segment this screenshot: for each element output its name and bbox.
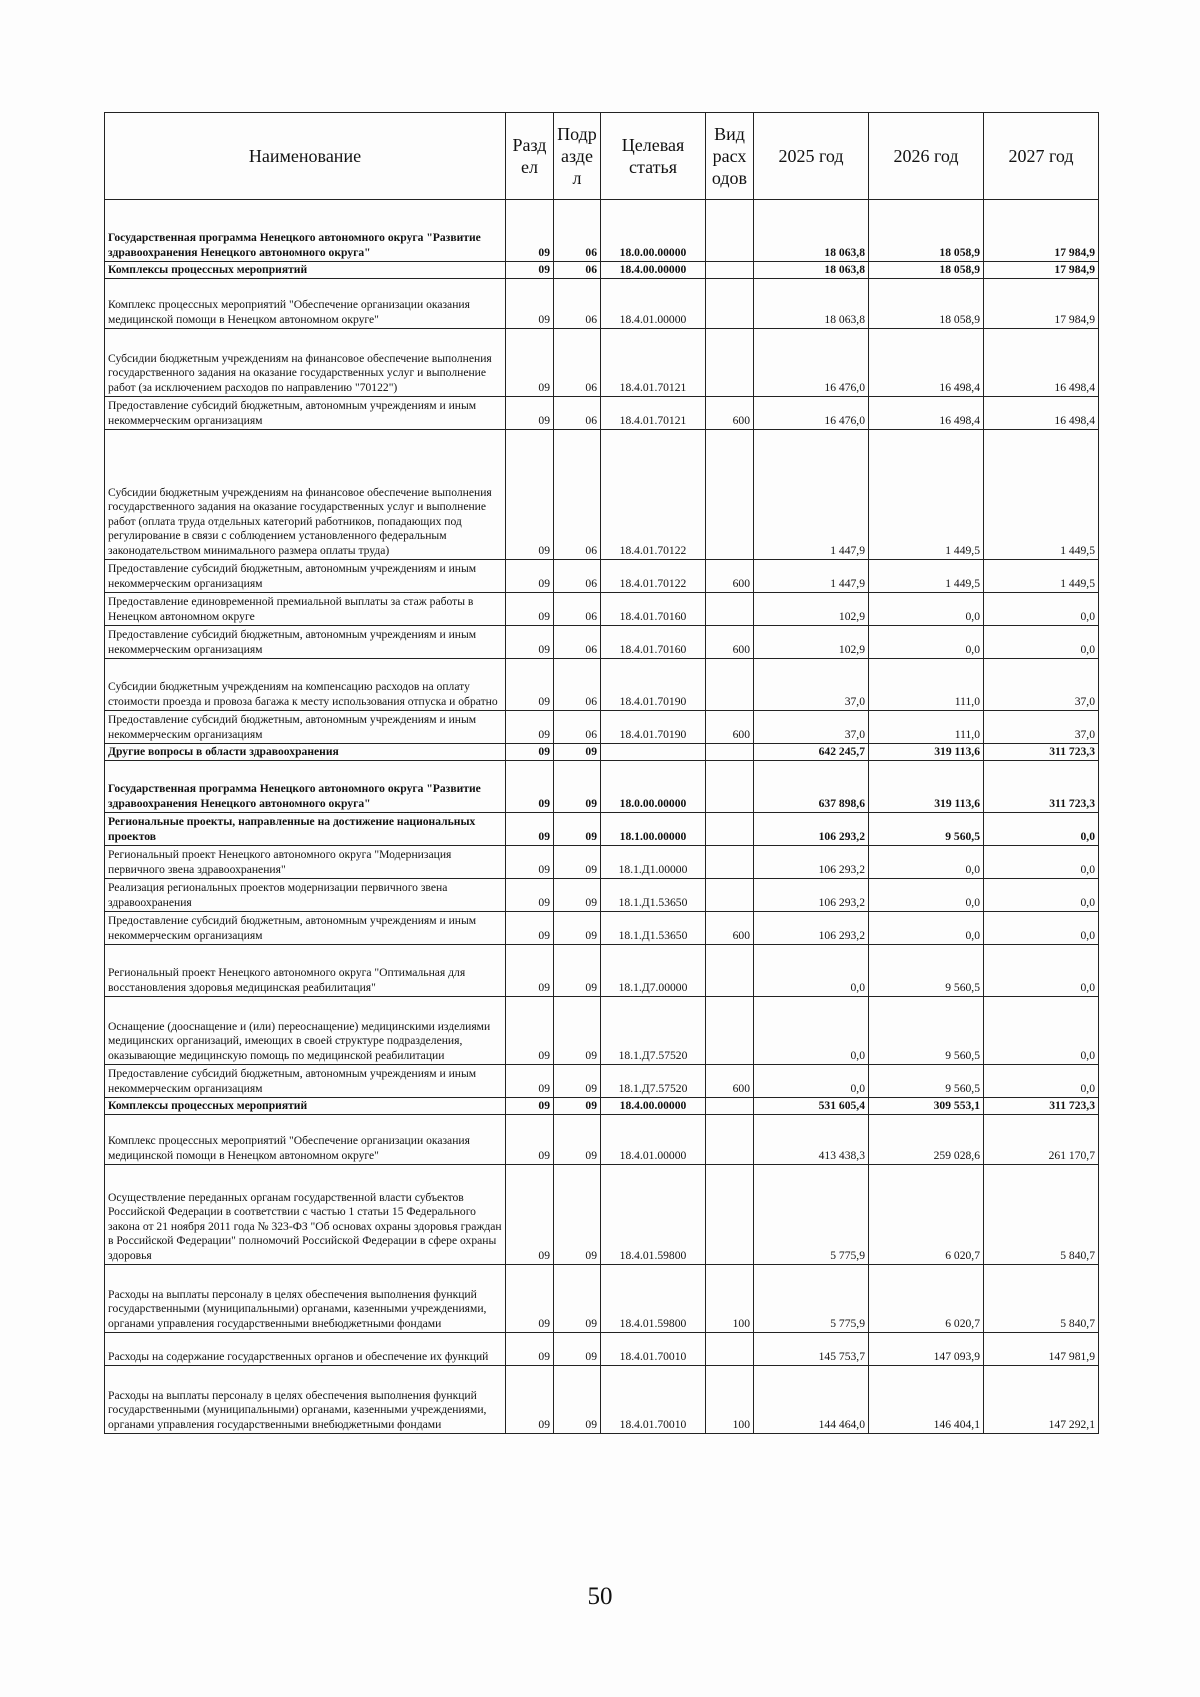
cell-2027: 311 723,3 <box>984 761 1099 813</box>
cell-subsection: 09 <box>554 1366 601 1434</box>
cell-section: 09 <box>506 659 554 711</box>
cell-section: 09 <box>506 813 554 846</box>
cell-section: 09 <box>506 593 554 626</box>
cell-name: Предоставление единовременной премиальной выплаты за стаж работы в Ненецком автономном округе <box>105 593 506 626</box>
cell-2026: 111,0 <box>869 659 984 711</box>
cell-target: 18.4.01.70010 <box>601 1366 706 1434</box>
cell-2027: 311 723,3 <box>984 744 1099 761</box>
cell-subsection: 09 <box>554 1333 601 1366</box>
cell-2027: 261 170,7 <box>984 1115 1099 1165</box>
cell-type <box>706 1098 754 1115</box>
cell-name: Государственная программа Ненецкого автономного округа "Развитие здравоохранения Ненецкого автономного округа" <box>105 200 506 262</box>
cell-name: Комплекс процессных мероприятий "Обеспечение организации оказания медицинской помощи в Ненецком автономном округе" <box>105 279 506 329</box>
cell-2025: 0,0 <box>754 1065 869 1098</box>
cell-subsection: 06 <box>554 329 601 397</box>
cell-name: Комплекс процессных мероприятий "Обеспечение организации оказания медицинской помощи в Ненецком автономном округе" <box>105 1115 506 1165</box>
cell-2027: 0,0 <box>984 945 1099 997</box>
cell-target: 18.1.00.00000 <box>601 813 706 846</box>
table-row <box>105 879 1099 912</box>
cell-2026: 0,0 <box>869 846 984 879</box>
cell-2026: 309 553,1 <box>869 1098 984 1115</box>
cell-2025: 106 293,2 <box>754 846 869 879</box>
cell-2027: 0,0 <box>984 1065 1099 1098</box>
cell-type <box>706 1165 754 1265</box>
cell-name: Расходы на выплаты персоналу в целях обеспечения выполнения функций государственными (муниципальными) органами, казенными учреждениями, органами управления государственными внебюджетными фондами <box>105 1265 506 1333</box>
cell-type <box>706 593 754 626</box>
header-2025: 2025 год <box>754 113 869 200</box>
cell-2026: 319 113,6 <box>869 761 984 813</box>
cell-type: 600 <box>706 560 754 593</box>
cell-section: 09 <box>506 879 554 912</box>
cell-name: Предоставление субсидий бюджетным, автономным учреждениям и иным некоммерческим организациям <box>105 711 506 744</box>
cell-2026: 0,0 <box>869 593 984 626</box>
cell-2026: 9 560,5 <box>869 945 984 997</box>
cell-2025: 102,9 <box>754 626 869 659</box>
table-row <box>105 761 1099 813</box>
cell-name: Предоставление субсидий бюджетным, автономным учреждениям и иным некоммерческим организациям <box>105 1065 506 1098</box>
cell-2026: 18 058,9 <box>869 200 984 262</box>
cell-name: Другие вопросы в области здравоохранения <box>105 744 506 761</box>
cell-2025: 144 464,0 <box>754 1366 869 1434</box>
cell-2026: 319 113,6 <box>869 744 984 761</box>
cell-2025: 1 447,9 <box>754 430 869 560</box>
cell-type: 600 <box>706 397 754 430</box>
cell-2027: 1 449,5 <box>984 430 1099 560</box>
budget-table <box>104 112 1099 1434</box>
table-row <box>105 1165 1099 1265</box>
cell-target: 18.4.00.00000 <box>601 262 706 279</box>
cell-type <box>706 846 754 879</box>
cell-2025: 413 438,3 <box>754 1115 869 1165</box>
cell-target: 18.1.Д7.00000 <box>601 945 706 997</box>
cell-section: 09 <box>506 279 554 329</box>
cell-2025: 16 476,0 <box>754 329 869 397</box>
cell-2026: 9 560,5 <box>869 1065 984 1098</box>
cell-2025: 637 898,6 <box>754 761 869 813</box>
cell-2027: 0,0 <box>984 846 1099 879</box>
cell-type: 600 <box>706 711 754 744</box>
header-section: Разд ел <box>506 113 554 200</box>
cell-2026: 16 498,4 <box>869 397 984 430</box>
cell-name: Реализация региональных проектов модернизации первичного звена здравоохранения <box>105 879 506 912</box>
cell-2025: 0,0 <box>754 997 869 1065</box>
cell-2025: 5 775,9 <box>754 1265 869 1333</box>
cell-type: 600 <box>706 912 754 945</box>
table-row <box>105 846 1099 879</box>
cell-type: 600 <box>706 1065 754 1098</box>
cell-2026: 0,0 <box>869 879 984 912</box>
table-body <box>105 200 1099 1434</box>
cell-2027: 37,0 <box>984 659 1099 711</box>
cell-name: Предоставление субсидий бюджетным, автономным учреждениям и иным некоммерческим организациям <box>105 912 506 945</box>
cell-type <box>706 761 754 813</box>
cell-subsection: 09 <box>554 813 601 846</box>
cell-type <box>706 659 754 711</box>
cell-target: 18.1.Д1.53650 <box>601 912 706 945</box>
cell-type: 600 <box>706 626 754 659</box>
cell-subsection: 06 <box>554 593 601 626</box>
cell-type <box>706 997 754 1065</box>
cell-name: Региональный проект Ненецкого автономного округа "Модернизация первичного звена здравоохранения" <box>105 846 506 879</box>
cell-2027: 17 984,9 <box>984 279 1099 329</box>
cell-target: 18.1.Д1.53650 <box>601 879 706 912</box>
table-row <box>105 1366 1099 1434</box>
cell-type <box>706 1333 754 1366</box>
cell-2025: 18 063,8 <box>754 200 869 262</box>
table-row <box>105 1265 1099 1333</box>
cell-section: 09 <box>506 997 554 1065</box>
cell-2025: 18 063,8 <box>754 279 869 329</box>
cell-2025: 102,9 <box>754 593 869 626</box>
cell-subsection: 06 <box>554 430 601 560</box>
cell-subsection: 06 <box>554 626 601 659</box>
cell-target: 18.4.01.70190 <box>601 711 706 744</box>
cell-2027: 17 984,9 <box>984 200 1099 262</box>
table-row <box>105 1098 1099 1115</box>
cell-2025: 0,0 <box>754 945 869 997</box>
table-row <box>105 430 1099 560</box>
cell-target: 18.0.00.00000 <box>601 761 706 813</box>
cell-name: Субсидии бюджетным учреждениям на финансовое обеспечение выполнения государственного задания на оказание государственных услуг и выполнение работ (за исключением расходов по направлению "70122") <box>105 329 506 397</box>
cell-2027: 0,0 <box>984 879 1099 912</box>
cell-2027: 311 723,3 <box>984 1098 1099 1115</box>
cell-type <box>706 200 754 262</box>
table-row <box>105 912 1099 945</box>
header-type: Вид расх одов <box>706 113 754 200</box>
table-row <box>105 397 1099 430</box>
cell-2026: 1 449,5 <box>869 560 984 593</box>
cell-section: 09 <box>506 1115 554 1165</box>
cell-type <box>706 430 754 560</box>
cell-2025: 106 293,2 <box>754 813 869 846</box>
cell-2026: 9 560,5 <box>869 813 984 846</box>
cell-2025: 106 293,2 <box>754 879 869 912</box>
table-header-row <box>105 113 1099 200</box>
cell-target: 18.4.01.70190 <box>601 659 706 711</box>
cell-2027: 147 981,9 <box>984 1333 1099 1366</box>
cell-target: 18.1.Д7.57520 <box>601 1065 706 1098</box>
table-row <box>105 626 1099 659</box>
cell-section: 09 <box>506 912 554 945</box>
cell-2026: 6 020,7 <box>869 1165 984 1265</box>
cell-section: 09 <box>506 1165 554 1265</box>
cell-2025: 37,0 <box>754 711 869 744</box>
cell-2026: 146 404,1 <box>869 1366 984 1434</box>
cell-section: 09 <box>506 1265 554 1333</box>
cell-section: 09 <box>506 711 554 744</box>
cell-name: Осуществление переданных органам государственной власти субъектов Российской Федерации в соответствии с частью 1 статьи 15 Федерального закона от 21 ноября 2011 года № 323-ФЗ "Об основах охраны здоровья граждан в Российской Федерации" полномочий Российской Федерации в сфере охраны здоровья <box>105 1165 506 1265</box>
cell-section: 09 <box>506 945 554 997</box>
cell-2027: 5 840,7 <box>984 1265 1099 1333</box>
cell-name: Предоставление субсидий бюджетным, автономным учреждениям и иным некоммерческим организациям <box>105 560 506 593</box>
cell-target: 18.4.01.70121 <box>601 397 706 430</box>
cell-section: 09 <box>506 262 554 279</box>
cell-subsection: 06 <box>554 711 601 744</box>
cell-2025: 5 775,9 <box>754 1165 869 1265</box>
table-row <box>105 813 1099 846</box>
page-number: 50 <box>587 1583 613 1610</box>
cell-2027: 0,0 <box>984 912 1099 945</box>
cell-2025: 37,0 <box>754 659 869 711</box>
cell-target: 18.4.01.00000 <box>601 1115 706 1165</box>
cell-type <box>706 879 754 912</box>
cell-2027: 147 292,1 <box>984 1366 1099 1434</box>
cell-2027: 0,0 <box>984 813 1099 846</box>
cell-type <box>706 279 754 329</box>
table-row <box>105 1065 1099 1098</box>
cell-2025: 18 063,8 <box>754 262 869 279</box>
cell-2027: 17 984,9 <box>984 262 1099 279</box>
cell-2026: 111,0 <box>869 711 984 744</box>
cell-subsection: 06 <box>554 200 601 262</box>
cell-target <box>601 744 706 761</box>
cell-2026: 18 058,9 <box>869 279 984 329</box>
cell-subsection: 06 <box>554 397 601 430</box>
header-target: Целевая статья <box>601 113 706 200</box>
cell-type <box>706 1115 754 1165</box>
cell-type: 100 <box>706 1265 754 1333</box>
cell-name: Предоставление субсидий бюджетным, автономным учреждениям и иным некоммерческим организациям <box>105 626 506 659</box>
cell-section: 09 <box>506 329 554 397</box>
cell-2026: 6 020,7 <box>869 1265 984 1333</box>
table-row <box>105 1115 1099 1165</box>
cell-2027: 1 449,5 <box>984 560 1099 593</box>
cell-2026: 1 449,5 <box>869 430 984 560</box>
cell-target: 18.1.Д1.00000 <box>601 846 706 879</box>
cell-2025: 145 753,7 <box>754 1333 869 1366</box>
table-row <box>105 997 1099 1065</box>
header-2026: 2026 год <box>869 113 984 200</box>
cell-2025: 642 245,7 <box>754 744 869 761</box>
cell-section: 09 <box>506 846 554 879</box>
cell-name: Расходы на выплаты персоналу в целях обеспечения выполнения функций государственными (муниципальными) органами, казенными учреждениями, органами управления государственными внебюджетными фондами <box>105 1366 506 1434</box>
cell-2027: 0,0 <box>984 626 1099 659</box>
cell-subsection: 09 <box>554 1165 601 1265</box>
cell-target: 18.4.01.70121 <box>601 329 706 397</box>
cell-2026: 0,0 <box>869 912 984 945</box>
cell-subsection: 06 <box>554 659 601 711</box>
table-row <box>105 659 1099 711</box>
header-2027: 2027 год <box>984 113 1099 200</box>
cell-2026: 16 498,4 <box>869 329 984 397</box>
cell-subsection: 09 <box>554 846 601 879</box>
cell-2026: 259 028,6 <box>869 1115 984 1165</box>
cell-section: 09 <box>506 1065 554 1098</box>
cell-section: 09 <box>506 560 554 593</box>
cell-2025: 16 476,0 <box>754 397 869 430</box>
cell-subsection: 09 <box>554 1098 601 1115</box>
cell-subsection: 09 <box>554 879 601 912</box>
cell-2027: 16 498,4 <box>984 329 1099 397</box>
cell-subsection: 09 <box>554 761 601 813</box>
table-row <box>105 262 1099 279</box>
table-row <box>105 711 1099 744</box>
table-row <box>105 200 1099 262</box>
cell-type: 100 <box>706 1366 754 1434</box>
cell-target: 18.4.01.70160 <box>601 626 706 659</box>
cell-2027: 5 840,7 <box>984 1165 1099 1265</box>
cell-subsection: 09 <box>554 1065 601 1098</box>
cell-2025: 531 605,4 <box>754 1098 869 1115</box>
table-row <box>105 560 1099 593</box>
cell-section: 09 <box>506 1333 554 1366</box>
cell-name: Региональный проект Ненецкого автономного округа "Оптимальная для восстановления здоровья медицинская реабилитация" <box>105 945 506 997</box>
cell-section: 09 <box>506 200 554 262</box>
cell-2025: 106 293,2 <box>754 912 869 945</box>
cell-subsection: 09 <box>554 997 601 1065</box>
cell-name: Расходы на содержание государственных органов и обеспечение их функций <box>105 1333 506 1366</box>
cell-2027: 16 498,4 <box>984 397 1099 430</box>
cell-name: Комплексы процессных мероприятий <box>105 262 506 279</box>
cell-subsection: 09 <box>554 1115 601 1165</box>
cell-name: Оснащение (дооснащение и (или) переоснащение) медицинскими изделиями медицинских организаций, имеющих в своей структуре подразделения, оказывающие медицинскую помощь по медицинской реабилитации <box>105 997 506 1065</box>
cell-2025: 1 447,9 <box>754 560 869 593</box>
header-subsection: Подр азде л <box>554 113 601 200</box>
cell-section: 09 <box>506 1098 554 1115</box>
header-name: Наименование <box>105 113 506 200</box>
cell-type <box>706 262 754 279</box>
table-row <box>105 744 1099 761</box>
cell-section: 09 <box>506 1366 554 1434</box>
cell-subsection: 09 <box>554 744 601 761</box>
cell-name: Региональные проекты, направленные на достижение национальных проектов <box>105 813 506 846</box>
cell-section: 09 <box>506 430 554 560</box>
cell-name: Государственная программа Ненецкого автономного округа "Развитие здравоохранения Ненецкого автономного округа" <box>105 761 506 813</box>
table-row <box>105 329 1099 397</box>
cell-type <box>706 329 754 397</box>
cell-section: 09 <box>506 744 554 761</box>
cell-section: 09 <box>506 761 554 813</box>
cell-section: 09 <box>506 626 554 659</box>
table-row <box>105 945 1099 997</box>
table-row <box>105 1333 1099 1366</box>
cell-section: 09 <box>506 397 554 430</box>
cell-target: 18.4.01.00000 <box>601 279 706 329</box>
cell-type <box>706 945 754 997</box>
cell-name: Предоставление субсидий бюджетным, автономным учреждениям и иным некоммерческим организациям <box>105 397 506 430</box>
cell-target: 18.4.01.70122 <box>601 560 706 593</box>
cell-type <box>706 744 754 761</box>
cell-subsection: 09 <box>554 1265 601 1333</box>
table-row <box>105 593 1099 626</box>
cell-2027: 0,0 <box>984 593 1099 626</box>
cell-target: 18.4.01.59800 <box>601 1265 706 1333</box>
cell-2027: 0,0 <box>984 997 1099 1065</box>
cell-subsection: 06 <box>554 560 601 593</box>
cell-subsection: 09 <box>554 912 601 945</box>
cell-2026: 18 058,9 <box>869 262 984 279</box>
cell-subsection: 06 <box>554 279 601 329</box>
cell-name: Субсидии бюджетным учреждениям на компенсацию расходов на оплату стоимости проезда и провоза багажа к месту использования отпуска и обратно <box>105 659 506 711</box>
cell-2026: 0,0 <box>869 626 984 659</box>
cell-target: 18.1.Д7.57520 <box>601 997 706 1065</box>
cell-target: 18.0.00.00000 <box>601 200 706 262</box>
table-row <box>105 279 1099 329</box>
cell-name: Комплексы процессных мероприятий <box>105 1098 506 1115</box>
cell-target: 18.4.01.70010 <box>601 1333 706 1366</box>
cell-2026: 147 093,9 <box>869 1333 984 1366</box>
cell-subsection: 09 <box>554 945 601 997</box>
cell-type <box>706 813 754 846</box>
cell-target: 18.4.00.00000 <box>601 1098 706 1115</box>
cell-target: 18.4.01.70122 <box>601 430 706 560</box>
cell-target: 18.4.01.70160 <box>601 593 706 626</box>
cell-name: Субсидии бюджетным учреждениям на финансовое обеспечение выполнения государственного задания на оказание государственных услуг и выполнение работ (оплата труда отдельных категорий работников, попадающих под регулирование в связи с соблюдением установленного федеральным законодательством минимального размера оплаты труда) <box>105 430 506 560</box>
cell-2027: 37,0 <box>984 711 1099 744</box>
cell-target: 18.4.01.59800 <box>601 1165 706 1265</box>
cell-2026: 9 560,5 <box>869 997 984 1065</box>
cell-subsection: 06 <box>554 262 601 279</box>
